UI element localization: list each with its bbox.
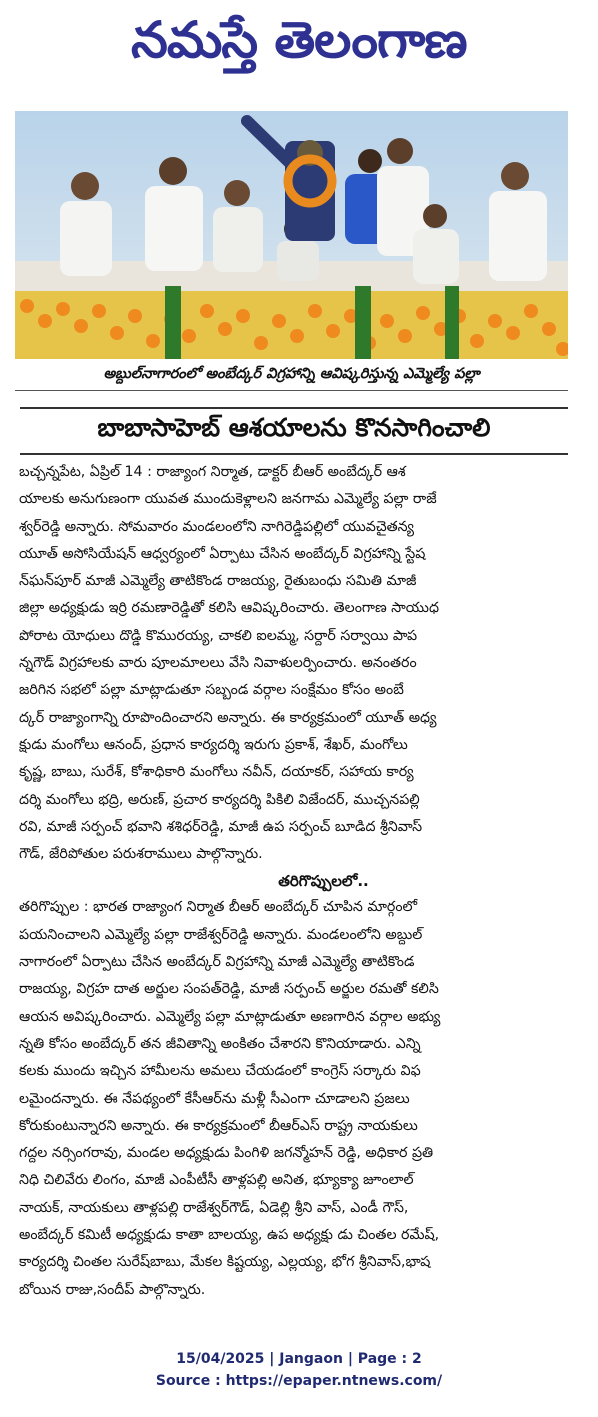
body-line: నాయక్, నాయకులు తాళ్లపల్లి రాజేశ్వర్‌గౌడ్, ఏడెల్లి శ్రీని వాస్, ఎండీ గౌస్, bbox=[19, 1199, 409, 1216]
body-line: న్నతి కోసం అంబేద్కర్ తన జీవితాన్ని అంకితం చేశారని కొనియాడారు. ఎన్ని bbox=[19, 1035, 421, 1052]
ambedkar-statue-unveiling-photo-icon bbox=[15, 111, 568, 359]
news-clipping bbox=[15, 111, 568, 1417]
headline-box bbox=[20, 407, 568, 455]
body-line: కార్యదర్శి చింతల సురేష్‌బాబు, మేకల కిష్టయ్య, ఎల్లయ్య, భోగ శ్రీనివాస్,భాష bbox=[19, 1254, 431, 1271]
body-line: దర్శి మంగోలు భద్రి, అరుణ్, ప్రచార కార్యదర్శి పికిలి విజేందర్, ముచ్చనపల్లి bbox=[19, 791, 420, 808]
body-line: పయనించాలని ఎమ్మెల్యే పల్లా రాజేశ్వర్‌రెడ్డి అన్నారు. మండలంలోని అబ్దుల్ bbox=[19, 926, 423, 943]
body-line: శ్వర్‌రెడ్డి అన్నారు. సోమవారం మండలంలోని నాగిరెడ్డిపల్లిలో యువచైతన్య bbox=[19, 518, 414, 535]
body-line: బోయిన రాజు,సందీప్ పాల్గొన్నారు. bbox=[19, 1281, 206, 1298]
body-line: యాలకు అనుగుణంగా యువత ముందుకెళ్లాలని జనగామ ఎమ్మెల్యే పల్లా రాజే bbox=[19, 491, 437, 508]
body-line: ఆయన అవిష్కరించారు. ఎమ్మెల్యే పల్లా మాట్లాడుతూ అణగారిన వర్గాల అభ్యు bbox=[19, 1008, 441, 1025]
masthead bbox=[0, 0, 598, 92]
body-line: యూత్ అసోసియేషన్ ఆధ్వర్యంలో ఏర్పాటు చేసిన అంబేద్కర్ విగ్రహాన్ని స్టేష bbox=[19, 545, 426, 562]
body-line: క్షుడు మంగోలు ఆనంద్, ప్రధాన కార్యదర్శి ఇరుగు ప్రకాశ్, శేఖర్, మంగోలు bbox=[19, 736, 408, 753]
body-line: నాగారంలో ఏర్పాటు చేసిన అంబేద్కర్ విగ్రహాన్ని మాజీ ఎమ్మెల్యే తాటికొండ bbox=[19, 954, 415, 971]
article-body bbox=[19, 459, 568, 1304]
body-line: జరిగిన సభలో పల్లా మాట్లాడుతూ సబ్బండ వర్గాల సంక్షేమం కోసం అంబే bbox=[19, 682, 404, 699]
body-line: రాజయ్య, విగ్రహ దాత అర్జుల సంపత్‌రెడ్డి, మాజీ సర్పంచ్ అర్జుల రమతో కలిసి bbox=[19, 981, 439, 998]
body-line: జిల్లా అధ్యక్షుడు ఇర్రి రమణారెడ్డితో కలిసి ఆవిష్కరించారు. తెలంగాణ సాయుధ bbox=[19, 600, 439, 617]
body-line: నిధి చిలివేరు లింగం, మాజీ ఎంపీటీసీ తాళ్లపల్లి అనిత, భ్యూక్యా జూంలాల్ bbox=[19, 1172, 414, 1189]
footer bbox=[0, 1348, 598, 1392]
body-line: రవి, మాజీ సర్పంచ్ భవాని శశిధర్‌రెడ్డి, మాజీ ఉప సర్పంచ్ బూడిద శ్రీనివాస్ bbox=[19, 818, 423, 835]
body-line: లమైందన్నారు. ఈ నేపథ్యంలో కేసీఆర్‌ను మళ్లీ సీఎంగా చూడాలని ప్రజలు bbox=[19, 1090, 410, 1107]
body-line: అంబేద్కర్ కమిటీ అధ్యక్షుడు కాతా బాలయ్య, ఉప అధ్యక్షు డు చింతల రమేష్, bbox=[19, 1227, 440, 1244]
newspaper-logo: నమస్తే తెలంగాణ bbox=[131, 10, 467, 69]
body-line: పోరాట యోధులు దొడ్డి కొమురయ్య, చాకలి ఐలమ్మ, సర్దార్ సర్వాయి పాప bbox=[19, 627, 418, 644]
body-line: తరిగొప్పుల : భారత రాజ్యాంగ నిర్మాత బీఆర్ అంబేద్కర్ చూపిన మార్గంలో bbox=[19, 899, 418, 916]
sub-heading: తరిగొప్పులలో.. bbox=[278, 872, 369, 891]
photo-caption: అబ్దుల్‌నాగారంలో అంబేద్కర్ విగ్రహాన్ని ఆవిష్కరిస్తున్న ఎమ్మెల్యే పల్లా bbox=[15, 362, 568, 391]
body-line: న్‌ఘన్‌పూర్ మాజీ ఎమ్మెల్యే తాటికొండ రాజయ్య, రైతుబంధు సమితి మాజీ bbox=[19, 573, 417, 590]
body-line: బచ్చన్నపేట, ఏప్రిల్ 14 : రాజ్యాంగ నిర్మాత, డాక్టర్ బీఆర్ అంబేద్కర్ ఆశ bbox=[19, 464, 406, 480]
article-photo bbox=[15, 111, 568, 359]
body-line: న్నగౌడ్ విగ్రహాలకు వారు పూలమాలలు వేసి నివాళులర్పించారు. అనంతరం bbox=[19, 655, 417, 672]
body-line: కృష్ణ, బాబు, సురేశ్, కోశాధికారి మంగోలు నవీన్, దయాకర్, సహాయ కార్య bbox=[19, 764, 414, 781]
article-headline: బాబాసాహెబ్ ఆశయాలను కొనసాగించాలి bbox=[97, 413, 491, 442]
body-line: కలకు ముందు ఇచ్చిన హామీలను అమలు చేయడంలో కాంగ్రెస్ సర్కారు విఫ bbox=[19, 1063, 421, 1080]
body-line: కోరుకుంటున్నారని అన్నారు. ఈ కార్యక్రమంలో బీఆర్‌ఎస్ రాష్ట్ర నాయకులు bbox=[19, 1117, 418, 1134]
body-line: ద్కర్ రాజ్యాంగాన్ని రూపొందించారని అన్నారు. ఈ కార్యక్రమంలో యూత్ అధ్య bbox=[19, 709, 437, 726]
body-line: గద్దల నర్సింగరావు, మండల అధ్యక్షుడు పింగిళి జగన్మోహన్ రెడ్డి, అధికార ప్రతి bbox=[19, 1145, 434, 1162]
body-line: గౌడ్, జేరిపోతుల పరుశరాములు పాల్గొన్నారు. bbox=[19, 846, 263, 863]
footer-dateline: 15/04/2025 | Jangaon | Page : 2 bbox=[176, 1351, 422, 1367]
footer-source: Source : https://epaper.ntnews.com/ bbox=[155, 1373, 443, 1389]
